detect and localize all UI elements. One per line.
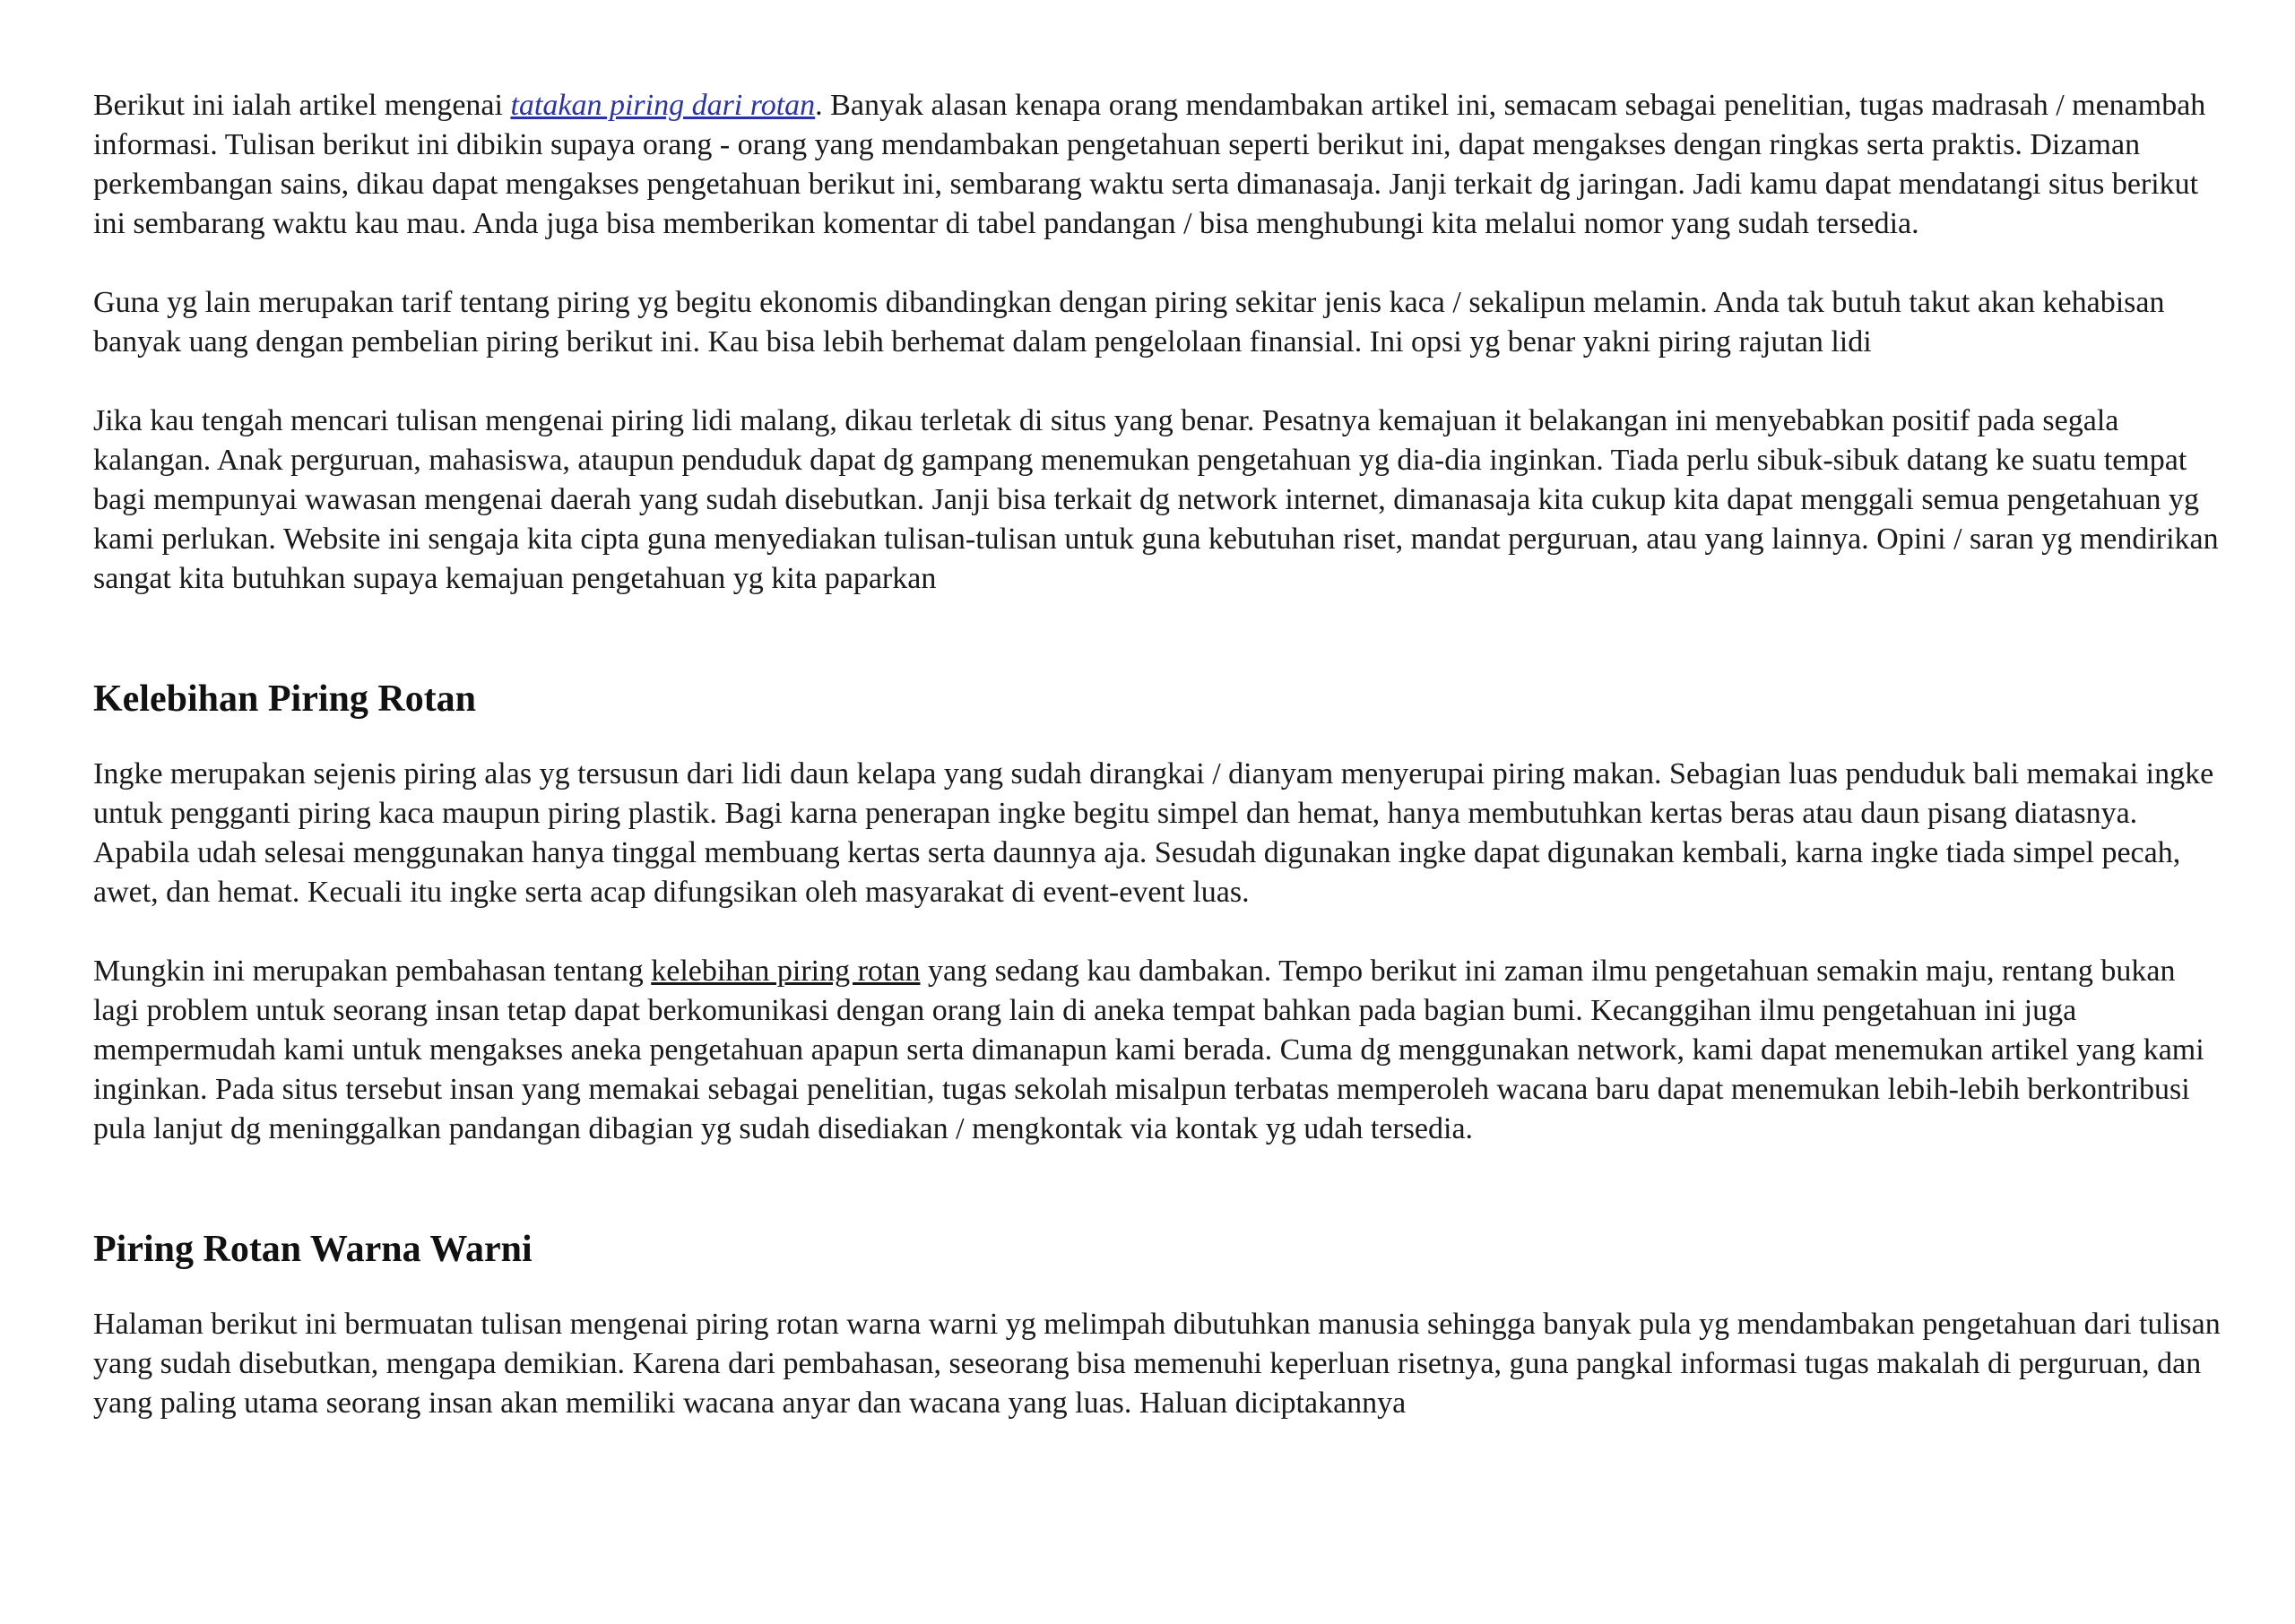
section1-p2-after-link: yang sedang kau dambakan. Tempo berikut ini zaman ilmu pengetahuan semakin maju, rentang bukan lagi problem untuk seorang insan tetap dapat berkomunikasi dengan orang lain di aneka tempat bahkan pada bagian bumi. Kecanggihan ilmu pengetahuan ini juga mempermudah kami untuk mengakses aneka pengetahuan apapun serta dimanapun kami berada. Cuma dg menggunakan network, kami dapat menemukan artikel yang kami inginkan. Pada situs tersebut insan yang memakai sebagai penelitian, tugas sekolah misalpun terbatas memperoleh wacana baru dapat menemukan lebih-lebih berkontribusi pula lanjut dg meninggalkan pandangan dibagian yg sudah disediakan / mengkontak via kontak yg udah tersedia.: [93, 955, 2204, 1145]
document-page: [93, 86, 2227, 1463]
section1-p2-before-link: Mungkin ini merupakan pembahasan tentang: [93, 955, 652, 988]
section-heading-kelebihan: Kelebihan Piring Rotan: [93, 678, 477, 720]
kelebihan-piring-rotan-link[interactable]: kelebihan piring rotan: [651, 955, 921, 988]
paragraph-2: Guna yg lain merupakan tarif tentang piring yg begitu ekonomis dibandingkan dengan piring sekitar jenis kaca / sekalipun melamin. Anda tak butuh takut akan kehabisan banyak uang dengan pembelian piring berikut ini. Kau bisa lebih berhemat dalam pengelolaan finansial. Ini opsi yg benar yakni piring rajutan lidi: [93, 286, 2165, 358]
section2-paragraph-1: Halaman berikut ini bermuatan tulisan mengenai piring rotan warna warni yg melimpah dibutuhkan manusia sehingga banyak pula yg mendambakan pengetahuan dari tulisan yang sudah disebutkan, mengapa demikian. Karena dari pembahasan, seseorang bisa memenuhi keperluan risetnya, guna pangkal informasi tugas makalah di perguruan, dan yang paling utama seorang insan akan memiliki wacana anyar dan wacana yang luas. Haluan diciptakannya: [93, 1308, 2221, 1420]
tatakan-piring-link[interactable]: tatakan piring dari rotan: [510, 89, 816, 122]
intro-paragraph: [93, 86, 2227, 244]
section-heading-warna-warni: Piring Rotan Warna Warni: [93, 1229, 533, 1270]
section1-paragraph-1: Ingke merupakan sejenis piring alas yg tersusun dari lidi daun kelapa yang sudah dirangkai / dianyam menyerupai piring makan. Sebagian luas penduduk bali memakai ingke untuk pengganti piring kaca maupun piring plastik. Bagi karna penerapan ingke begitu simpel dan hemat, hanya membutuhkan kertas beras atau daun pisang diatasnya. Apabila udah selesai menggunakan hanya tinggal membuang kertas serta daunnya aja. Sesudah digunakan ingke dapat digunakan kembali, karna ingke tiada simpel pecah, awet, dan hemat. Kecuali itu ingke serta acap difungsikan oleh masyarakat di event-event luas.: [93, 757, 2214, 909]
intro-text-after-link: . Banyak alasan kenapa orang mendambakan artikel ini, semacam sebagai penelitian, tugas madrasah / menambah informasi. Tulisan berikut ini dibikin supaya orang - orang yang mendambakan pengetahuan seperti berikut ini, dapat mengakses dengan ringkas serta praktis. Dizaman perkembangan sains, dikau dapat mengakses pengetahuan berikut ini, sembarang waktu serta dimanasaja. Janji terkait dg jaringan. Jadi kamu dapat mendatangi situs berikut ini sembarang waktu kau mau. Anda juga bisa memberikan komentar di tabel pandangan / bisa menghubungi kita melalui nomor yang sudah tersedia.: [93, 89, 2206, 240]
section1-paragraph-2: [93, 952, 2227, 1149]
intro-text-before-link: Berikut ini ialah artikel mengenai: [93, 89, 511, 122]
paragraph-3: Jika kau tengah mencari tulisan mengenai piring lidi malang, dikau terletak di situs yang benar. Pesatnya kemajuan it belakangan ini menyebabkan positif pada segala kalangan. Anak perguruan, mahasiswa, ataupun penduduk dapat dg gampang menemukan pengetahuan yg dia-dia inginkan. Tiada perlu sibuk-sibuk datang ke suatu tempat bagi mempunyai wawasan mengenai daerah yang sudah disebutkan. Janji bisa terkait dg network internet, dimanasaja kita cukup kita dapat menggali semua pengetahuan yg kami perlukan. Website ini sengaja kita cipta guna menyediakan tulisan-tulisan untuk guna kebutuhan riset, mandat perguruan, atau yang lainnya. Opini / saran yg mendirikan sangat kita butuhkan supaya kemajuan pengetahuan yg kita paparkan: [93, 404, 2219, 595]
